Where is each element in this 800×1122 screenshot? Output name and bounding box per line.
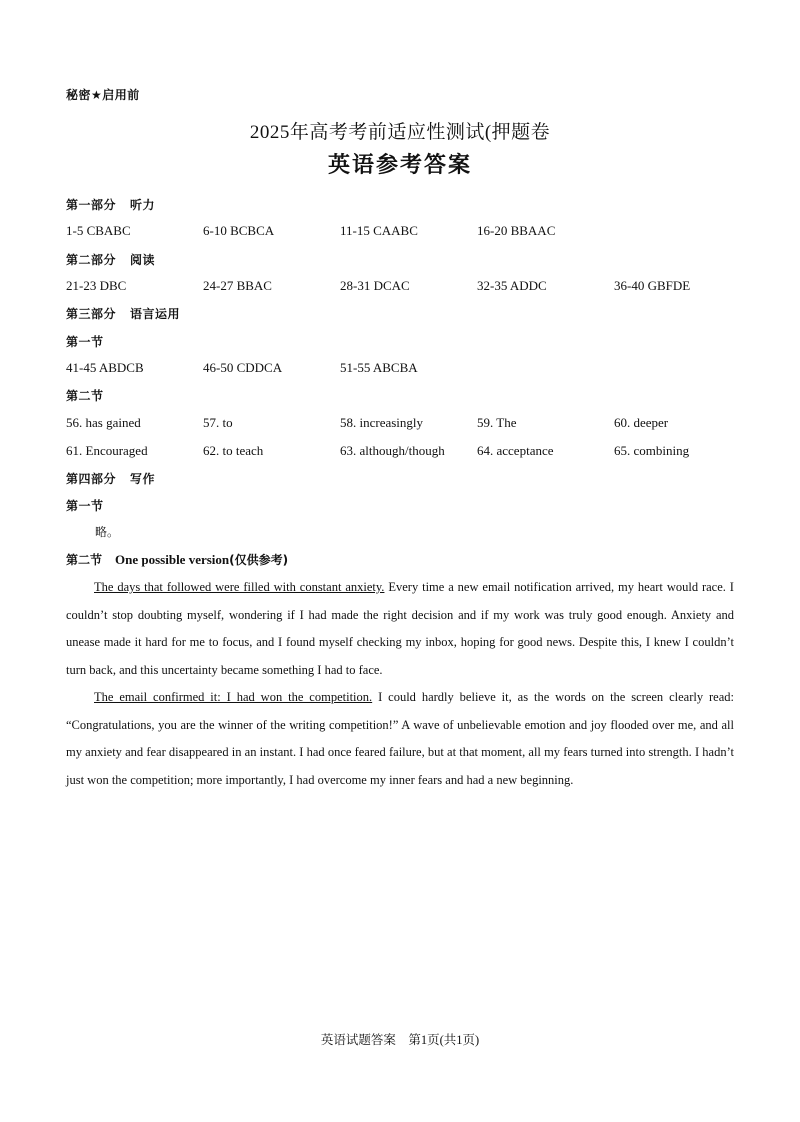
answer-group: 41-45 ABDCB xyxy=(66,360,144,375)
answer-group: 51-55 ABCBA xyxy=(340,360,418,375)
part1-name: 听力 xyxy=(130,198,156,212)
part3-number: 第三部分 xyxy=(66,307,117,321)
part4-section1-heading: 第一节 xyxy=(66,499,104,513)
part3-section1-answers-row xyxy=(66,360,746,378)
answer-group: 32-35 ADDC xyxy=(477,278,547,293)
paragraph-1-body: Every time a new email notification arrived, my heart would race. I couldn’t stop doubting myself, wondering if I had made the right decision and if my work was truly good enough. Anxiety and unease made it hard for me to focus, and I found myself checking my inbox, hoping for good news. Despite this, I knew I couldn’t turn back, and this uncertainty became something I had to face. xyxy=(66,580,734,677)
answer-item: 60. deeper xyxy=(614,415,669,430)
paragraph-2-body: I could hardly believe it, as the words on the screen clearly read: “Congratulations, you are the winner of the writing competition!” A wave of unbelievable emotion and joy flooded over me, and all my anxiety and fear disappeared in an instant. I had once feared failure, but at that moment, all my fears turned into strength. I hadn’t just won the competition; more importantly, I had overcome my inner fears and had a new beginning. xyxy=(66,690,734,787)
answer-item: 62. to teach xyxy=(203,443,264,458)
answer-group: 46-50 CDDCA xyxy=(203,360,283,375)
part1-heading xyxy=(66,196,155,213)
answer-key-title: 英语参考答案 xyxy=(327,153,472,178)
part3-section2-answers-row-1 xyxy=(66,415,746,433)
essay-paragraph-1 xyxy=(66,574,734,684)
answer-group: 6-10 BCBCA xyxy=(203,223,275,238)
answer-group: 36-40 GBFDE xyxy=(614,278,691,293)
confidential-label: 秘密★启用前 xyxy=(66,88,140,102)
part4-name: 写作 xyxy=(130,472,156,486)
answer-item: 63. although/though xyxy=(340,443,445,458)
paragraph-2-lead-sentence: The email confirmed it: I had won the competition. xyxy=(94,690,373,704)
answer-group: 24-27 BBAC xyxy=(203,278,272,293)
paragraph-1-lead-sentence: The days that followed were filled with constant anxiety. xyxy=(94,580,385,594)
answer-item: 65. combining xyxy=(614,443,690,458)
answer-item: 57. to xyxy=(203,415,233,430)
part4-heading xyxy=(66,470,155,487)
answer-group: 28-31 DCAC xyxy=(340,278,410,293)
answer-group: 11-15 CAABC xyxy=(340,223,418,238)
essay-paragraph-2 xyxy=(66,684,734,794)
part4-section2-heading xyxy=(66,551,288,568)
answer-item: 56. has gained xyxy=(66,415,141,430)
part4-section1-content: 略。 xyxy=(95,525,120,539)
answer-group: 21-23 DBC xyxy=(66,278,127,293)
part4-number: 第四部分 xyxy=(66,472,117,486)
part1-answers-row xyxy=(66,223,746,241)
part3-heading xyxy=(66,305,180,322)
part4-section2-label: 第二节 xyxy=(66,553,103,567)
answer-item: 59. The xyxy=(477,415,517,430)
part2-heading xyxy=(66,251,155,268)
answer-group: 1-5 CBABC xyxy=(66,223,131,238)
version-note: (仅供参考) xyxy=(229,553,289,567)
part1-number: 第一部分 xyxy=(66,198,117,212)
answer-item: 64. acceptance xyxy=(477,443,554,458)
part2-answers-row xyxy=(66,278,746,296)
answer-item: 61. Encouraged xyxy=(66,443,148,458)
part3-name: 语言运用 xyxy=(130,307,181,321)
exam-title: 2025年高考考前适应性测试(押题卷 xyxy=(249,122,551,143)
part2-name: 阅读 xyxy=(130,253,156,267)
part3-section2-answers-row-2 xyxy=(66,443,746,461)
part2-number: 第二部分 xyxy=(66,253,117,267)
answer-group: 16-20 BBAAC xyxy=(477,223,556,238)
part3-section1-heading: 第一节 xyxy=(66,335,104,349)
version-label: One possible version xyxy=(115,552,230,567)
page-footer: 英语试题答案 第1页(共1页) xyxy=(320,1033,480,1047)
answer-item: 58. increasingly xyxy=(340,415,424,430)
part3-section2-heading: 第二节 xyxy=(66,389,104,403)
